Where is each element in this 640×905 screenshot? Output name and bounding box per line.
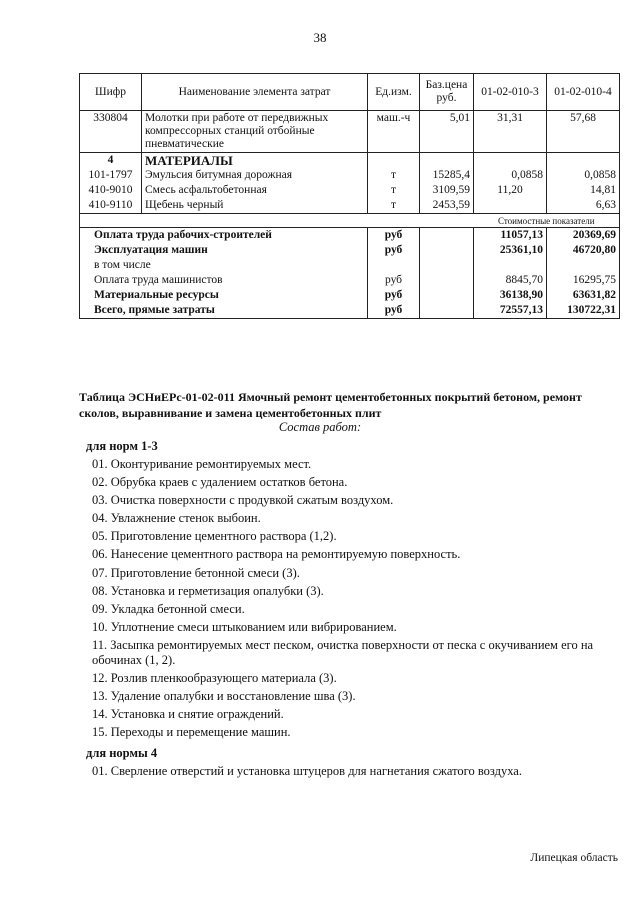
cell-name: Щебень черный bbox=[142, 198, 368, 214]
cost-price bbox=[420, 303, 474, 319]
cell-price: 2453,59 bbox=[420, 198, 474, 214]
cell-price bbox=[420, 153, 474, 169]
list-item: 10. Уплотнение смеси штыкованием или вибрированием. bbox=[92, 619, 397, 634]
header-norm-3: 01-02-010-3 bbox=[474, 74, 547, 111]
cell-price: 5,01 bbox=[420, 111, 474, 153]
cell-norm-3 bbox=[474, 198, 547, 214]
list-item: 04. Увлажнение стенок выбоин. bbox=[92, 511, 261, 526]
cost-norm-4: 16295,75 bbox=[547, 273, 620, 288]
cost-norm-4: 46720,80 bbox=[547, 243, 620, 258]
list-item: 03. Очистка поверхности с продувкой сжатым воздухом. bbox=[92, 493, 394, 508]
cell-norm-3: 0,0858 bbox=[474, 168, 547, 183]
cell-norm-4 bbox=[547, 153, 620, 169]
list-item: 01. Сверление отверстий и установка штуцеров для нагнетания сжатого воздуха. bbox=[92, 764, 522, 778]
cost-name: Эксплуатация машин bbox=[80, 243, 368, 258]
cost-indicators-label: Стоимостные показатели bbox=[474, 214, 620, 228]
cell-name: МАТЕРИАЛЫ bbox=[142, 153, 368, 169]
cell-unit: маш.-ч bbox=[368, 111, 420, 153]
cell-unit: т bbox=[368, 168, 420, 183]
table-row bbox=[80, 168, 620, 183]
footer-region: Липецкая область bbox=[530, 852, 618, 864]
cell-code: 410-9110 bbox=[80, 198, 142, 214]
page-number: 38 bbox=[313, 30, 327, 45]
cost-name: Материальные ресурсы bbox=[80, 288, 368, 303]
header-name: Наименование элемента затрат bbox=[142, 74, 368, 111]
cell-name: Эмульсия битумная дорожная bbox=[142, 168, 368, 183]
cost-unit: руб bbox=[368, 228, 420, 244]
cell-norm-4: 14,81 bbox=[547, 183, 620, 198]
cost-unit: руб bbox=[368, 303, 420, 319]
cost-name: в том числе bbox=[80, 258, 368, 273]
cell-norm-4: 6,63 bbox=[547, 198, 620, 214]
cost-row bbox=[80, 273, 620, 288]
cell-norm-4: 0,0858 bbox=[547, 168, 620, 183]
cost-norm-4 bbox=[547, 258, 620, 273]
table-row bbox=[80, 153, 620, 169]
cost-unit: руб bbox=[368, 288, 420, 303]
cost-price bbox=[420, 228, 474, 244]
cell-name: Смесь асфальтобетонная bbox=[142, 183, 368, 198]
cost-norm-3: 25361,10 bbox=[474, 243, 547, 258]
cell-price: 15285,4 bbox=[420, 168, 474, 183]
cost-norm-3: 8845,70 bbox=[474, 273, 547, 288]
list-item: 08. Установка и герметизация опалубки (3). bbox=[92, 583, 324, 598]
list-item: 06. Нанесение цементного раствора на ремонтируемую поверхность. bbox=[92, 547, 461, 562]
table-header-row bbox=[80, 74, 620, 111]
table-row bbox=[80, 183, 620, 198]
table-row bbox=[80, 198, 620, 214]
cost-norm-4: 130722,31 bbox=[547, 303, 620, 319]
cost-norm-3: 11057,13 bbox=[474, 228, 547, 244]
cost-norm-3: 36138,90 bbox=[474, 288, 547, 303]
cell-unit bbox=[368, 153, 420, 169]
group-2-title: для нормы 4 bbox=[86, 746, 158, 760]
cell-code: 101-1797 bbox=[80, 168, 142, 183]
header-price: Баз.цена руб. bbox=[420, 74, 474, 111]
cost-row bbox=[80, 228, 620, 244]
list-item: 14. Установка и снятие ограждений. bbox=[92, 707, 284, 722]
table-row bbox=[80, 111, 620, 153]
group-2-work-list bbox=[92, 764, 612, 782]
header-code: Шифр bbox=[80, 74, 142, 111]
list-item: 13. Удаление опалубки и восстановление шва (3). bbox=[92, 689, 356, 704]
cost-indicators-blank bbox=[80, 214, 474, 228]
cell-norm-3: 11,20 bbox=[474, 183, 547, 198]
cost-price bbox=[420, 288, 474, 303]
cell-unit: т bbox=[368, 183, 420, 198]
cost-norm-4: 63631,82 bbox=[547, 288, 620, 303]
cost-norm-3: 72557,13 bbox=[474, 303, 547, 319]
list-item: 05. Приготовление цементного раствора (1,2). bbox=[92, 529, 337, 544]
list-item: 07. Приготовление бетонной смеси (3). bbox=[92, 565, 300, 580]
cell-price: 3109,59 bbox=[420, 183, 474, 198]
list-item: 15. Переходы и перемещение машин. bbox=[92, 725, 291, 740]
cost-row bbox=[80, 288, 620, 303]
cost-price bbox=[420, 258, 474, 273]
group-1-title: для норм 1-3 bbox=[86, 439, 158, 453]
cost-indicators-header-row bbox=[80, 214, 620, 228]
cell-code: 4 bbox=[80, 153, 142, 169]
composition-heading: Состав работ: bbox=[278, 420, 362, 434]
cell-norm-4: 57,68 bbox=[547, 111, 620, 153]
group-1-work-list bbox=[92, 457, 612, 743]
cost-row bbox=[80, 243, 620, 258]
cell-code: 410-9010 bbox=[80, 183, 142, 198]
cost-name: Оплата труда машинистов bbox=[80, 273, 368, 288]
cost-row bbox=[80, 258, 620, 273]
cost-unit: руб bbox=[368, 273, 420, 288]
cost-price bbox=[420, 243, 474, 258]
cost-name: Всего, прямые затраты bbox=[80, 303, 368, 319]
list-item: 11. Засыпка ремонтируемых мест песком, очистка поверхности от песка с окучиванием его на обочинах (1, 2). bbox=[92, 637, 594, 667]
header-unit: Ед.изм. bbox=[368, 74, 420, 111]
header-norm-4: 01-02-010-4 bbox=[547, 74, 620, 111]
section-title: Таблица ЭСНиЕРс-01-02-011 Ямочный ремонт цементобетонных покрытий бетоном, ремонт сколов, выравнивание и замена цементобетонных плит bbox=[79, 390, 582, 420]
cost-price bbox=[420, 273, 474, 288]
cell-name: Молотки при работе от передвижных компрессорных станций отбойные пневматические bbox=[142, 111, 368, 153]
list-item: 12. Розлив пленкообразующего материала (3). bbox=[92, 671, 337, 686]
cell-norm-3 bbox=[474, 153, 547, 169]
list-item: 02. Обрубка краев с удалением остатков бетона. bbox=[92, 475, 348, 490]
cost-unit bbox=[368, 258, 420, 273]
cell-code: 330804 bbox=[80, 111, 142, 153]
cost-norm-3 bbox=[474, 258, 547, 273]
cost-name: Оплата труда рабочих-строителей bbox=[80, 228, 368, 244]
cost-row bbox=[80, 303, 620, 319]
cost-norm-4: 20369,69 bbox=[547, 228, 620, 244]
list-item: 09. Укладка бетонной смеси. bbox=[92, 601, 245, 616]
cost-unit: руб bbox=[368, 243, 420, 258]
cell-norm-3: 31,31 bbox=[474, 111, 547, 153]
list-item: 01. Оконтуривание ремонтируемых мест. bbox=[92, 457, 312, 471]
cost-table bbox=[79, 73, 620, 319]
cell-unit: т bbox=[368, 198, 420, 214]
